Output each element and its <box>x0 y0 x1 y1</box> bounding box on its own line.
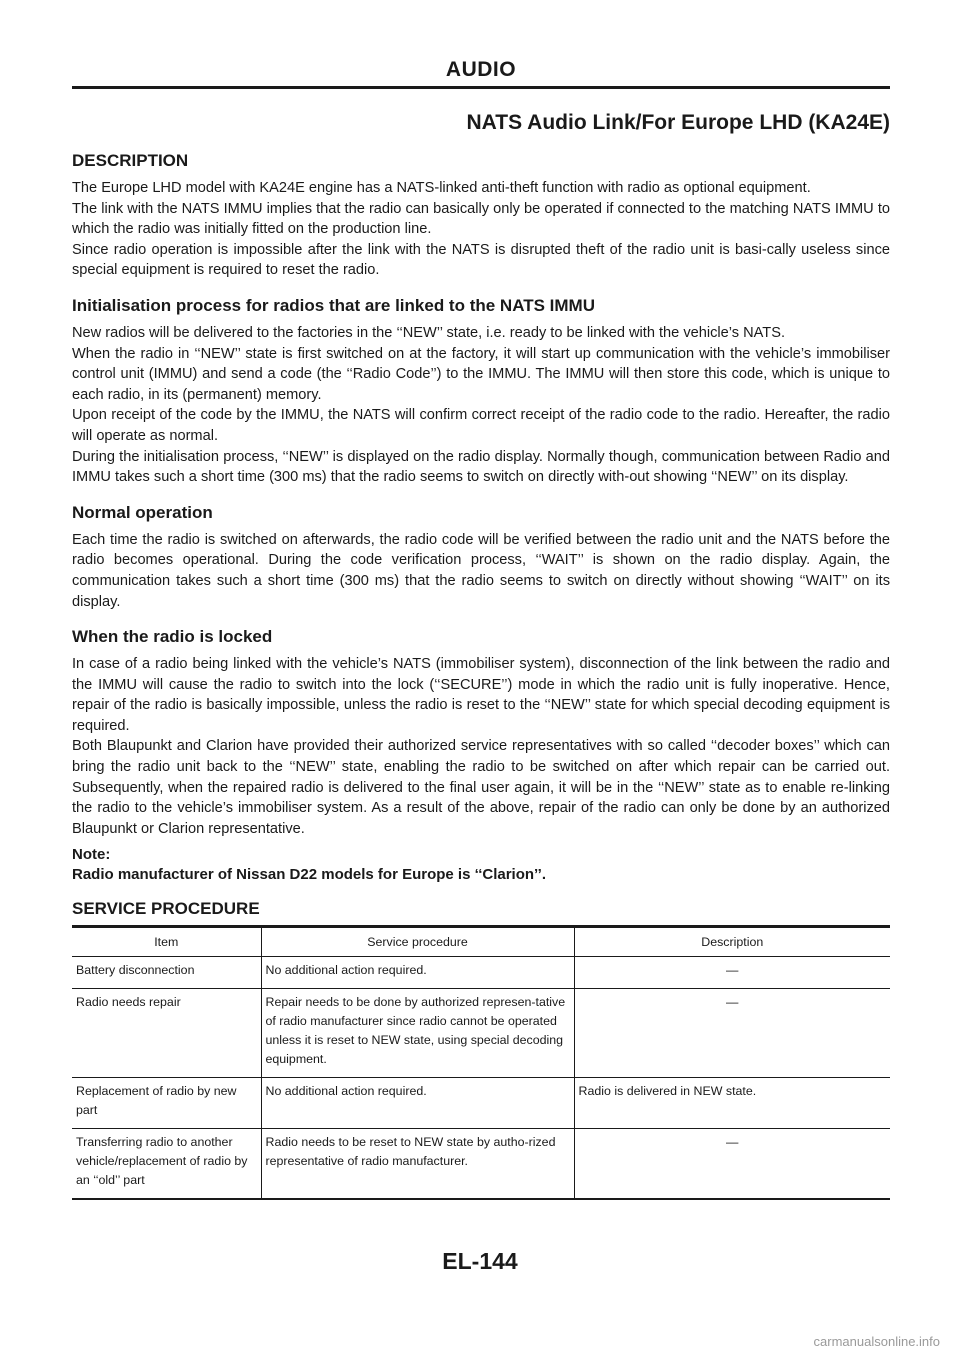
service-procedure-heading: SERVICE PROCEDURE <box>72 899 260 919</box>
radio-locked-heading: When the radio is locked <box>72 627 273 647</box>
radio-locked-section <box>72 627 890 839</box>
column-header: Item <box>72 927 261 957</box>
initialisation-heading: Initialisation process for radios that are linked to the NATS IMMU <box>72 295 595 315</box>
table-row <box>72 1129 890 1200</box>
initialisation-paragraph: Upon receipt of the code by the IMMU, the NATS will confirm correct receipt of the radio code to the radio. Hereafter, the radio will operate as normal. <box>72 407 890 444</box>
note-label: Note: <box>72 846 111 864</box>
table-cell: — <box>574 957 890 989</box>
table-cell: Replacement of radio by new part <box>72 1078 261 1129</box>
table-cell: Radio needs repair <box>72 989 261 1078</box>
description-paragraph: The Europe LHD model with KA24E engine has a NATS-linked anti-theft function with radio as optional equipment. <box>72 180 811 196</box>
column-header: Service procedure <box>261 927 574 957</box>
initialisation-paragraph: New radios will be delivered to the factories in the ‘‘NEW’’ state, i.e. ready to be linked with the vehicle’s NATS. <box>72 324 785 341</box>
table-cell: Radio is delivered in NEW state. <box>574 1078 890 1129</box>
section-header: AUDIO <box>445 58 517 81</box>
service-procedure-table <box>72 925 890 1200</box>
table-row <box>72 957 890 989</box>
table-cell: Transferring radio to another vehicle/replacement of radio by an ‘‘old’’ part <box>76 1135 248 1188</box>
table-cell: Radio needs to be reset to NEW state by autho-rized representative of radio manufacturer. <box>261 1129 574 1200</box>
initialisation-paragraph: During the initialisation process, ‘‘NEW’’ is displayed on the radio display. Normally though, communication between Radio and IMMU takes such a short time (300 ms) that the radio seems to switch on directly with-out showing ‘‘NEW’’ on its display. <box>72 448 890 486</box>
table-header-row <box>72 927 890 957</box>
table-cell: — <box>574 1129 890 1200</box>
table-cell: — <box>574 989 890 1078</box>
note-text: Radio manufacturer of Nissan D22 models for Europe is ‘‘Clarion’’. <box>72 866 546 884</box>
table-cell: Repair needs to be done by authorized represen-tative of radio manufacturer since radio cannot be operated unless it is reset to NEW state, using special decoding equipment. <box>261 989 574 1078</box>
table-cell: No additional action required. <box>261 1078 574 1129</box>
description-paragraph: Since radio operation is impossible after the link with the NATS is disrupted theft of the radio unit is basi-cally useless since special equipment is required to reset the radio. <box>72 241 890 279</box>
description-heading: DESCRIPTION <box>72 151 189 170</box>
table-row <box>72 1078 890 1129</box>
description-paragraph: The link with the NATS IMMU implies that the radio can basically only be operated if connected to the matching NATS IMMU to which the radio was initially fitted on the production line. <box>72 200 890 238</box>
column-header: Description <box>574 927 890 957</box>
header-rule <box>72 86 890 89</box>
table-cell: Battery disconnection <box>72 957 261 989</box>
watermark: carmanualsonline.info <box>813 1334 940 1349</box>
page <box>72 0 890 1200</box>
normal-operation-paragraph: Each time the radio is switched on afterwards, the radio code will be verified between the radio unit and the NATS before the radio becomes operational. During the code verification process, ‘‘WAIT’’ is shown on the radio display. Again, the communication takes such a short time (300 ms) that the radio seems to switch on directly without showing ‘‘WAIT’’ on its display. <box>72 531 890 610</box>
initialisation-paragraph: When the radio in ‘‘NEW’’ state is first switched on at the factory, it will start up communication with the vehicle’s immobiliser control unit (IMMU) and send a code (the ‘‘Radio Code’’) to the IMMU. The IMMU will then store this code, which is unique to each radio, in its (permanent) memory. <box>72 345 890 403</box>
page-title: NATS Audio Link/For Europe LHD (KA24E) <box>466 111 890 134</box>
initialisation-section <box>72 296 890 488</box>
radio-locked-paragraph: Both Blaupunkt and Clarion have provided their authorized service representatives with so called ‘‘decoder boxes’’ which can bring the radio unit back to the ‘‘NEW’’ state, enabling the radio to be switched on after which repair can be carried out. Subsequently, when the repaired radio is delivered to the final user again, it will be in the ‘‘NEW’’ state as to enable re-linking the radio to the vehicle’s immobiliser system. As a result of the above, repair of the radio can only be done by an authorized Blaupunkt or Clarion representative. <box>72 738 890 837</box>
table-cell: No additional action required. <box>261 957 574 989</box>
table-row <box>72 989 890 1078</box>
description-section <box>72 151 890 281</box>
note-block <box>72 845 890 885</box>
page-number: EL-144 <box>442 1248 518 1274</box>
normal-operation-section <box>72 503 890 612</box>
normal-operation-heading: Normal operation <box>72 502 213 522</box>
radio-locked-paragraph: In case of a radio being linked with the vehicle’s NATS (immobiliser system), disconnection of the link between the radio and the IMMU will cause the radio to switch into the lock (‘‘SECURE’’) mode in which the radio unit is fully inoperative. Hence, repair of the radio is basically impossible, unless the radio is reset to the ‘‘NEW’’ state for which special decoding equipment is required. <box>72 656 890 734</box>
